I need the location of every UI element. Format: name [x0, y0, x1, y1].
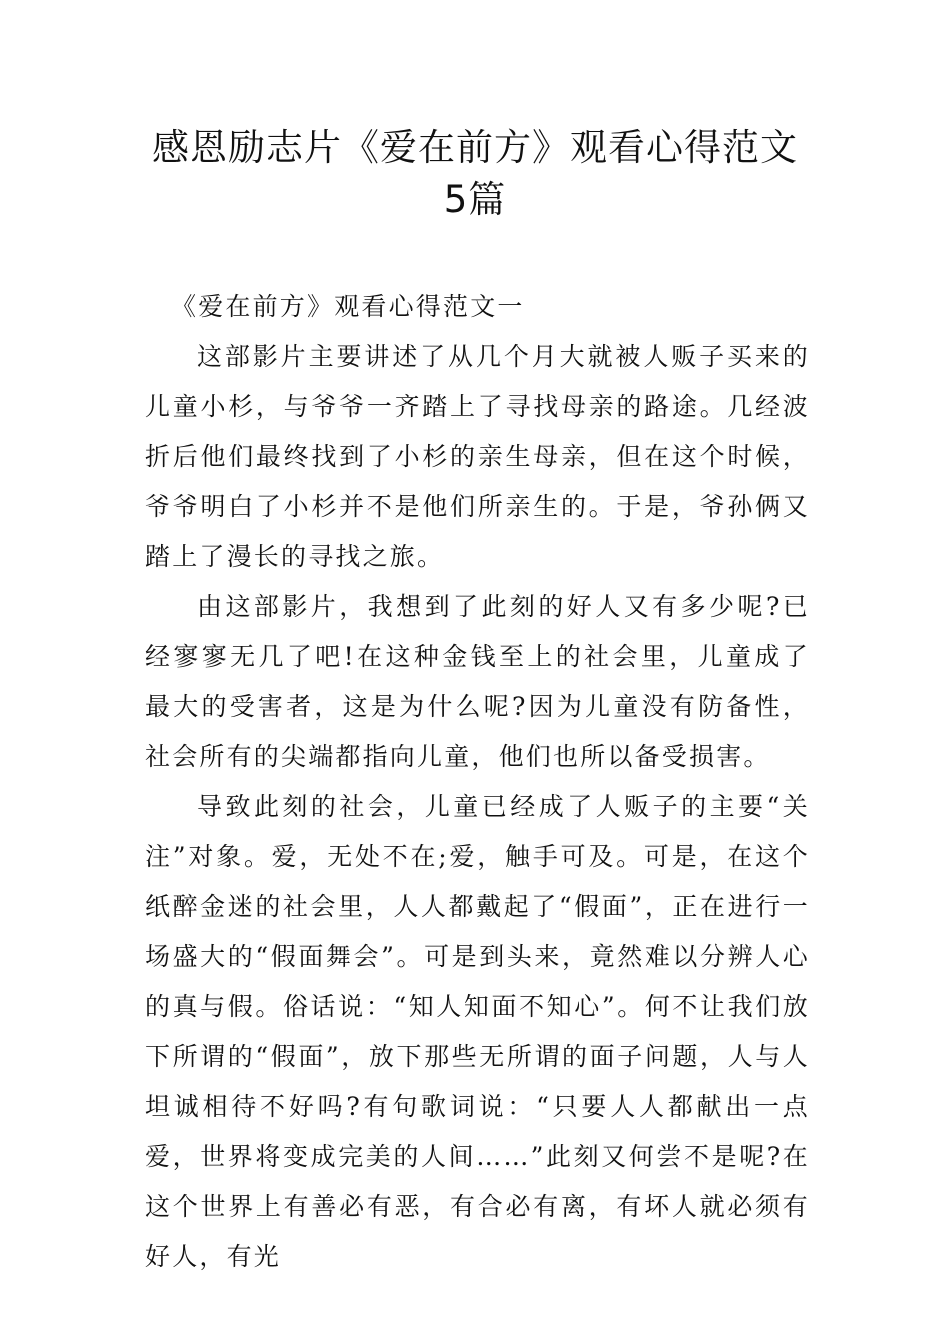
title-line-1: 感恩励志片《爱在前方》观看心得范文 — [152, 126, 798, 169]
document-title — [120, 122, 830, 226]
title-line-2: 5篇 — [443, 178, 507, 221]
paragraph-3: 导致此刻的社会，儿童已经成了人贩子的主要“关注”对象。爱，无处不在;爱，触手可及。可是，在这个纸醉金迷的社会里，人人都戴起了“假面”，正在进行一场盛大的“假面舞会”。可是到头来，竟然难以分辨人心的真与假。俗话说：“知人知面不知心”。何不让我们放下所谓的“假面”，放下那些无所谓的面子问题，人与人坦诚相待不好吗?有句歌词说：“只要人人都献出一点爱，世界将变成完美的人间……”此刻又何尝不是呢?在这个世界上有善必有恶，有合必有离，有坏人就必须有好人，有光 — [145, 792, 810, 1271]
document-body — [145, 282, 810, 1282]
paragraph-1: 这部影片主要讲述了从几个月大就被人贩子买来的儿童小杉，与爷爷一齐踏上了寻找母亲的路途。几经波折后他们最终找到了小杉的亲生母亲，但在这个时候，爷爷明白了小杉并不是他们所亲生的。于是，爷孙俩又踏上了漫长的寻找之旅。 — [145, 342, 810, 571]
paragraph-2: 由这部影片，我想到了此刻的好人又有多少呢?已经寥寥无几了吧!在这种金钱至上的社会里，儿童成了最大的受害者，这是为什么呢?因为儿童没有防备性，社会所有的尖端都指向儿童，他们也所以备受损害。 — [145, 592, 810, 771]
section-heading: 《爱在前方》观看心得范文一 — [171, 292, 525, 321]
